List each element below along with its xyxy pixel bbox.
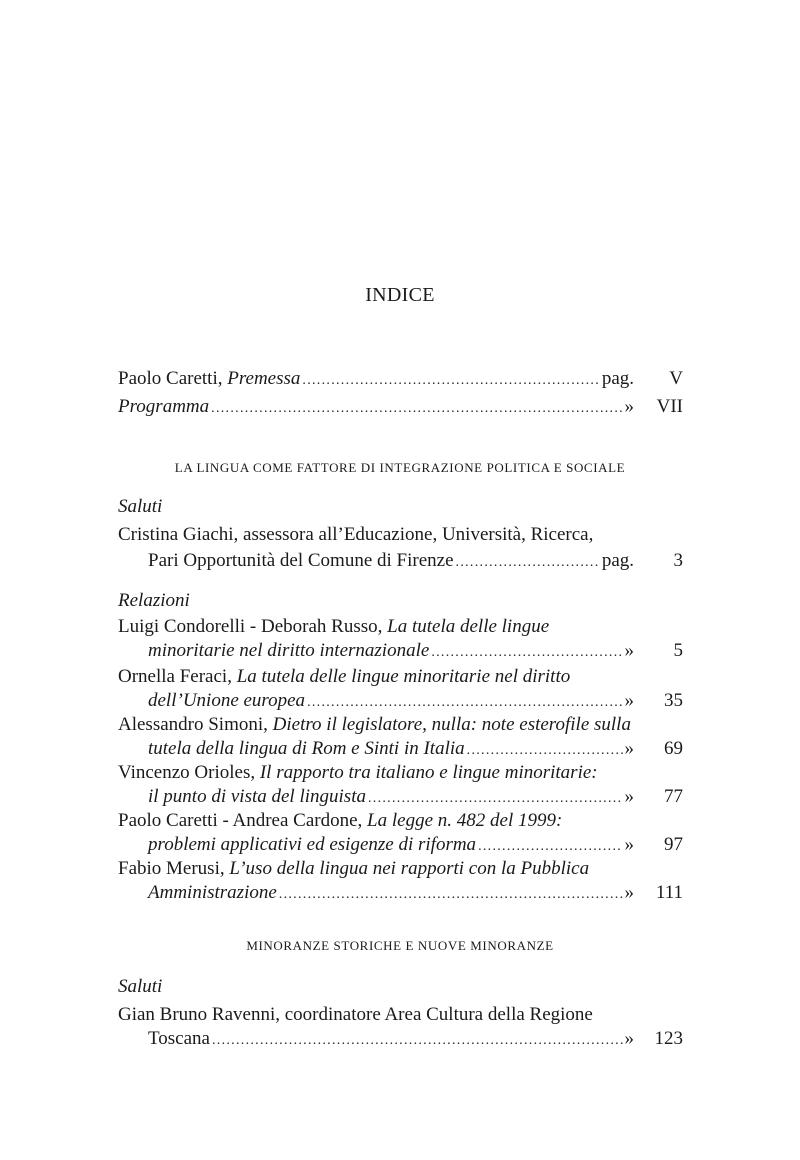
entry-author: Vincenzo Orioles, xyxy=(118,762,260,783)
entry-title: La tutela delle lingue minoritarie nel diritto xyxy=(236,666,571,687)
dot-leader xyxy=(212,1028,623,1054)
entry-author: Ornella Feraci, xyxy=(118,666,237,687)
dot-leader xyxy=(211,396,622,422)
saluti-1-line1: Cristina Giachi, assessora all’Educazione, Università, Ricerca, xyxy=(118,524,594,545)
page-number: 5 xyxy=(673,640,683,661)
page-number: 97 xyxy=(664,834,683,855)
relazione-4-line1 xyxy=(118,760,683,786)
page-number: 77 xyxy=(664,786,683,807)
relazione-6-line1 xyxy=(118,856,683,882)
subsection-saluti-2: Saluti xyxy=(118,976,163,997)
page-marker: » xyxy=(624,640,634,661)
entry-title-cont: minoritarie nel diritto internazionale xyxy=(148,640,430,661)
dot-leader xyxy=(456,550,600,576)
page-marker: » xyxy=(624,882,634,903)
entry-text: Pari Opportunità del Comune di Firenze xyxy=(148,550,454,571)
entry-title: La tutela delle lingue xyxy=(387,616,550,637)
dot-leader xyxy=(279,882,623,908)
page-number: 123 xyxy=(654,1028,683,1049)
page-number: V xyxy=(669,368,683,389)
page-marker: pag. xyxy=(601,550,634,571)
page-marker: pag. xyxy=(601,368,634,389)
subsection-relazioni: Relazioni xyxy=(118,590,190,611)
relazione-1-line1 xyxy=(118,614,683,640)
entry-author: Alessandro Simoni, xyxy=(118,714,273,735)
page-number: 111 xyxy=(655,882,683,903)
section-heading-2: MINORANZE STORICHE E NUOVE MINORANZE xyxy=(246,938,554,953)
page-number: 69 xyxy=(664,738,683,759)
toc-entry-relazione-3[interactable] xyxy=(118,736,683,762)
toc-entry-saluti-1[interactable] xyxy=(118,548,683,574)
page-marker: » xyxy=(624,738,634,759)
relazione-3-line1 xyxy=(118,712,683,738)
entry-title-cont: tutela della lingua di Rom e Sinti in Italia xyxy=(148,738,465,759)
toc-entry-relazione-1[interactable] xyxy=(118,638,683,664)
entry-author: Luigi Condorelli - Deborah Russo, xyxy=(118,616,388,637)
entry-title-cont: Amministrazione xyxy=(148,882,277,903)
page-marker: » xyxy=(624,1028,634,1049)
relazione-5-line1 xyxy=(118,808,683,834)
page-number: 3 xyxy=(673,550,683,571)
entry-title-cont: problemi applicativi ed esigenze di riforma xyxy=(148,834,477,855)
entry-title: Dietro il legislatore, nulla: note esterofile sulla xyxy=(272,714,631,735)
entry-author: Fabio Merusi, xyxy=(118,858,230,879)
entry-title: L’uso della lingua nei rapporti con la Pubblica xyxy=(229,858,590,879)
page-marker: » xyxy=(624,690,634,711)
entry-title: Il rapporto tra italiano e lingue minoritarie: xyxy=(259,762,598,783)
dot-leader xyxy=(302,368,599,394)
page-title: INDICE xyxy=(365,284,435,306)
page-marker: » xyxy=(624,396,634,417)
page-number: 35 xyxy=(664,690,683,711)
toc-entry-relazione-6[interactable] xyxy=(118,880,683,906)
entry-title: Programma xyxy=(118,396,210,417)
page-marker: » xyxy=(624,834,634,855)
entry-title: Premessa xyxy=(227,368,301,389)
saluti-2-line1: Gian Bruno Ravenni, coordinatore Area Cultura della Regione xyxy=(118,1004,593,1025)
page-number: VII xyxy=(656,396,683,417)
dot-leader xyxy=(431,640,622,666)
section-heading-1: LA LINGUA COME FATTORE DI INTEGRAZIONE POLITICA E SOCIALE xyxy=(174,460,626,475)
entry-author: Paolo Caretti, xyxy=(118,368,228,389)
entry-title-cont: dell’Unione europea xyxy=(148,690,306,711)
relazione-2-line1 xyxy=(118,664,683,690)
toc-entry-saluti-2[interactable] xyxy=(118,1026,683,1052)
toc-entry-relazione-4[interactable] xyxy=(118,784,683,810)
toc-entry-relazione-5[interactable] xyxy=(118,832,683,858)
entry-text: Toscana xyxy=(148,1028,210,1049)
entry-title-cont: il punto di vista del linguista xyxy=(148,786,366,807)
toc-entry-programma[interactable] xyxy=(118,394,683,420)
subsection-saluti-1: Saluti xyxy=(118,496,163,517)
entry-author: Paolo Caretti - Andrea Cardone, xyxy=(118,810,368,831)
toc-entry-relazione-2[interactable] xyxy=(118,688,683,714)
toc-entry-premessa[interactable] xyxy=(118,366,683,392)
page-marker: » xyxy=(624,786,634,807)
entry-title: La legge n. 482 del 1999: xyxy=(367,810,563,831)
